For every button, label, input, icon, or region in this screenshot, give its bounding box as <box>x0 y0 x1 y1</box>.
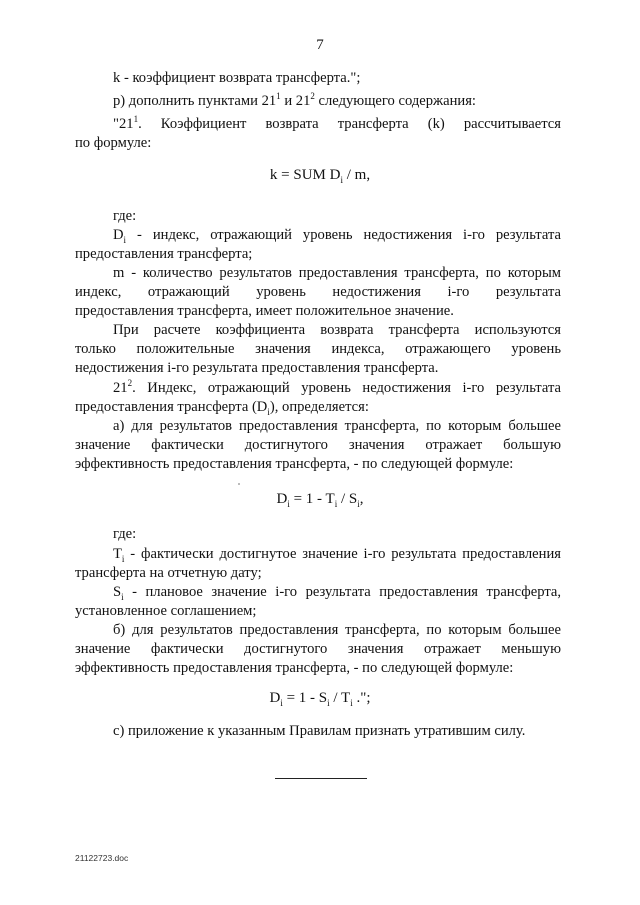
where-label-1: где: <box>113 208 137 224</box>
item-c-line: с) приложение к указанным Правилам признать утратившим силу. <box>113 723 526 739</box>
item-b-line3: эффективность предоставления трансферта, - по следующей формуле: <box>75 660 514 676</box>
m-definition-line1: m - количество результатов предоставления трансферта, по которым <box>113 265 561 281</box>
item-r-line: р) дополнить пунктами $21^1$ и $21^2$ следующего содержания: <box>113 91 476 109</box>
di-definition-line2: предоставления трансферта; <box>75 246 253 262</box>
file-name-footer: 21122723.doc <box>75 853 129 863</box>
si-definition-line1: $S_i$ - плановое значение i-го результата предоставления трансферта, <box>113 584 561 602</box>
scan-mark <box>238 483 240 485</box>
calc-note-line1: При расчете коэффициента возврата трансферта используются <box>113 322 561 338</box>
paragraph-21-1-line2: по формуле: <box>75 135 152 151</box>
calc-note-line2: только положительные значения индекса, отражающего уровень <box>75 341 561 357</box>
page-number: 7 <box>316 37 324 53</box>
k-definition-line: k - коэффициент возврата трансферта."; <box>113 70 361 86</box>
item-b-line1: б) для результатов предоставления трансферта, по которым большее <box>113 622 561 638</box>
ti-definition-line1: $T_i$ - фактически достигнутое значение i-го результата предоставления <box>113 546 561 564</box>
item-a-line2: значение фактически достигнутого значения отражает большую <box>75 437 561 453</box>
si-definition-line2: установленное соглашением; <box>75 603 257 619</box>
di-definition-line1: $D_i$ - индекс, отражающий уровень недостижения i-го результата <box>113 227 561 245</box>
calc-note-line3: недостижения i-го результата предоставления трансферта. <box>75 360 439 376</box>
item-a-line3: эффективность предоставления трансферта, - по следующей формуле: <box>75 456 514 472</box>
paragraph-21-2-line1: $21^2$. Индекс, отражающий уровень недостижения i-го результата <box>113 378 561 396</box>
m-definition-line3: предоставления трансферта, имеет положительное значение. <box>75 303 454 319</box>
m-definition-line2: индекс, отражающий уровень недостижения i-го результата <box>75 284 561 300</box>
item-b-line2: значение фактически достигнутого значения отражает меньшую <box>75 641 561 657</box>
item-a-line1: а) для результатов предоставления трансферта, по которым большее <box>113 418 561 434</box>
formula-di-a: $D_i = 1 - T_i / S_i$, <box>276 491 364 509</box>
formula-k: k = SUM $D_i$ / m, <box>269 167 371 185</box>
formula-di-b: $D_i = 1 - S_i / T_i$ ."; <box>269 690 371 708</box>
paragraph-21-2-line2: предоставления трансферта $(D_i)$, определяется: <box>75 399 369 417</box>
end-rule <box>275 778 367 779</box>
where-label-2: где: <box>113 526 137 542</box>
paragraph-21-1-line1: "$21^1$. Коэффициент возврата трансферта (k) рассчитывается <box>113 114 561 132</box>
ti-definition-line2: трансферта на отчетную дату; <box>75 565 262 581</box>
